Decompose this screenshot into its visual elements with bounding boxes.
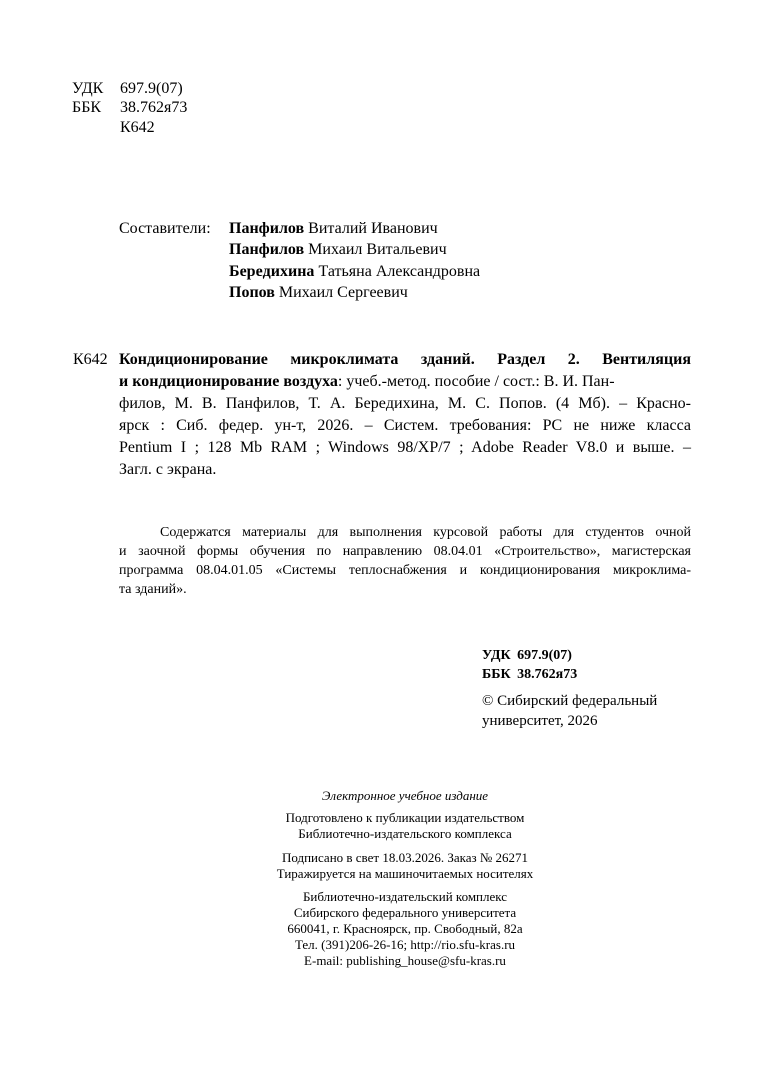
bbk-value: 38.762я73 (120, 99, 188, 116)
compiler-given-name: Михаил Сергеевич (278, 284, 408, 301)
compiler-4 (229, 283, 408, 302)
bib-line4: ярск : Сиб. федер. ун-т, 2026. – Систем. требования: PC не ниже класса (119, 417, 691, 434)
copyright-line1: © Сибирский федеральный (482, 693, 658, 709)
annotation-line2: и заочной формы обучения по направлению 08.04.01 «Строительство», магистерская (119, 544, 691, 559)
compiler-surname: Панфилов (229, 220, 305, 237)
compiler-given-name: Татьяна Александровна (318, 263, 481, 280)
compiler-surname: Панфилов (229, 241, 305, 258)
compiler-given-name: Михаил Витальевич (308, 241, 447, 258)
replicated-line: Тиражируется на машиночитаемых носителях (276, 866, 534, 881)
compilers-label: Составители: (119, 220, 211, 237)
annotation-line4: та зданий». (119, 582, 187, 597)
bib-line2-rest: : учеб.-метод. пособие / сост.: В. И. Пан- (337, 373, 615, 390)
email-line: E-mail: publishing_house@sfu-kras.ru (304, 953, 506, 968)
address-line: 660041, г. Красноярск, пр. Свободный, 82а (287, 921, 523, 936)
udk-value: 697.9(07) (120, 80, 183, 97)
signed-line: Подписано в свет 18.03.2026. Заказ № 26271 (281, 850, 529, 865)
author-mark: К642 (120, 119, 155, 136)
bib-line3: филов, М. В. Панфилов, Т. А. Берeдихина, М. С. Попов. (4 Мб). – Красно- (119, 395, 691, 412)
udk-label: УДК (72, 80, 104, 97)
publisher-line1: Библиотечно-издательский комплекс (302, 889, 508, 904)
prepared-line2: Библиотечно-издательского комплекса (298, 826, 512, 841)
bib-title-line1: Кондиционирование микроклимата зданий. Раздел 2. Вентиляция (119, 351, 691, 368)
bib-mark: К642 (73, 351, 108, 368)
copyright-bbk: ББК 38.762я73 (482, 667, 578, 682)
annotation-line3: программа 08.04.01.05 «Системы теплоснабжения и кондиционирования микроклима- (119, 563, 691, 578)
compiler-surname: Берeдихина (229, 263, 315, 280)
prepared-line1: Подготовлено к публикации издательством (285, 810, 525, 825)
bib-line6: Загл. с экрана. (119, 461, 217, 478)
bib-line2 (119, 372, 615, 391)
publisher-line2: Сибирского федерального университета (293, 905, 517, 920)
bib-line5: Pentium I ; 128 Mb RAM ; Windows 98/XP/7 ; Adobe Reader V8.0 и выше. – (119, 439, 691, 456)
bbk-line (72, 98, 187, 117)
annotation-line1: Содержатся материалы для выполнения курсовой работы для студентов очной (160, 525, 691, 540)
edition-type: Электронное учебное издание (321, 788, 489, 803)
bbk-label: ББК (72, 99, 102, 116)
compiler-1 (229, 219, 438, 238)
compiler-2 (229, 240, 447, 259)
compiler-3 (229, 262, 480, 281)
compiler-surname: Попов (229, 284, 275, 301)
compiler-given-name: Виталий Иванович (308, 220, 438, 237)
bib-title-line2: и кондиционирование воздуха (119, 373, 338, 390)
phone-line: Тел. (391)206-26-16; http://rio.sfu-kras.ru (294, 937, 516, 952)
copyright-line2: университет, 2026 (482, 713, 598, 729)
udk-line (72, 79, 183, 98)
copyright-udk: УДК 697.9(07) (482, 648, 572, 663)
